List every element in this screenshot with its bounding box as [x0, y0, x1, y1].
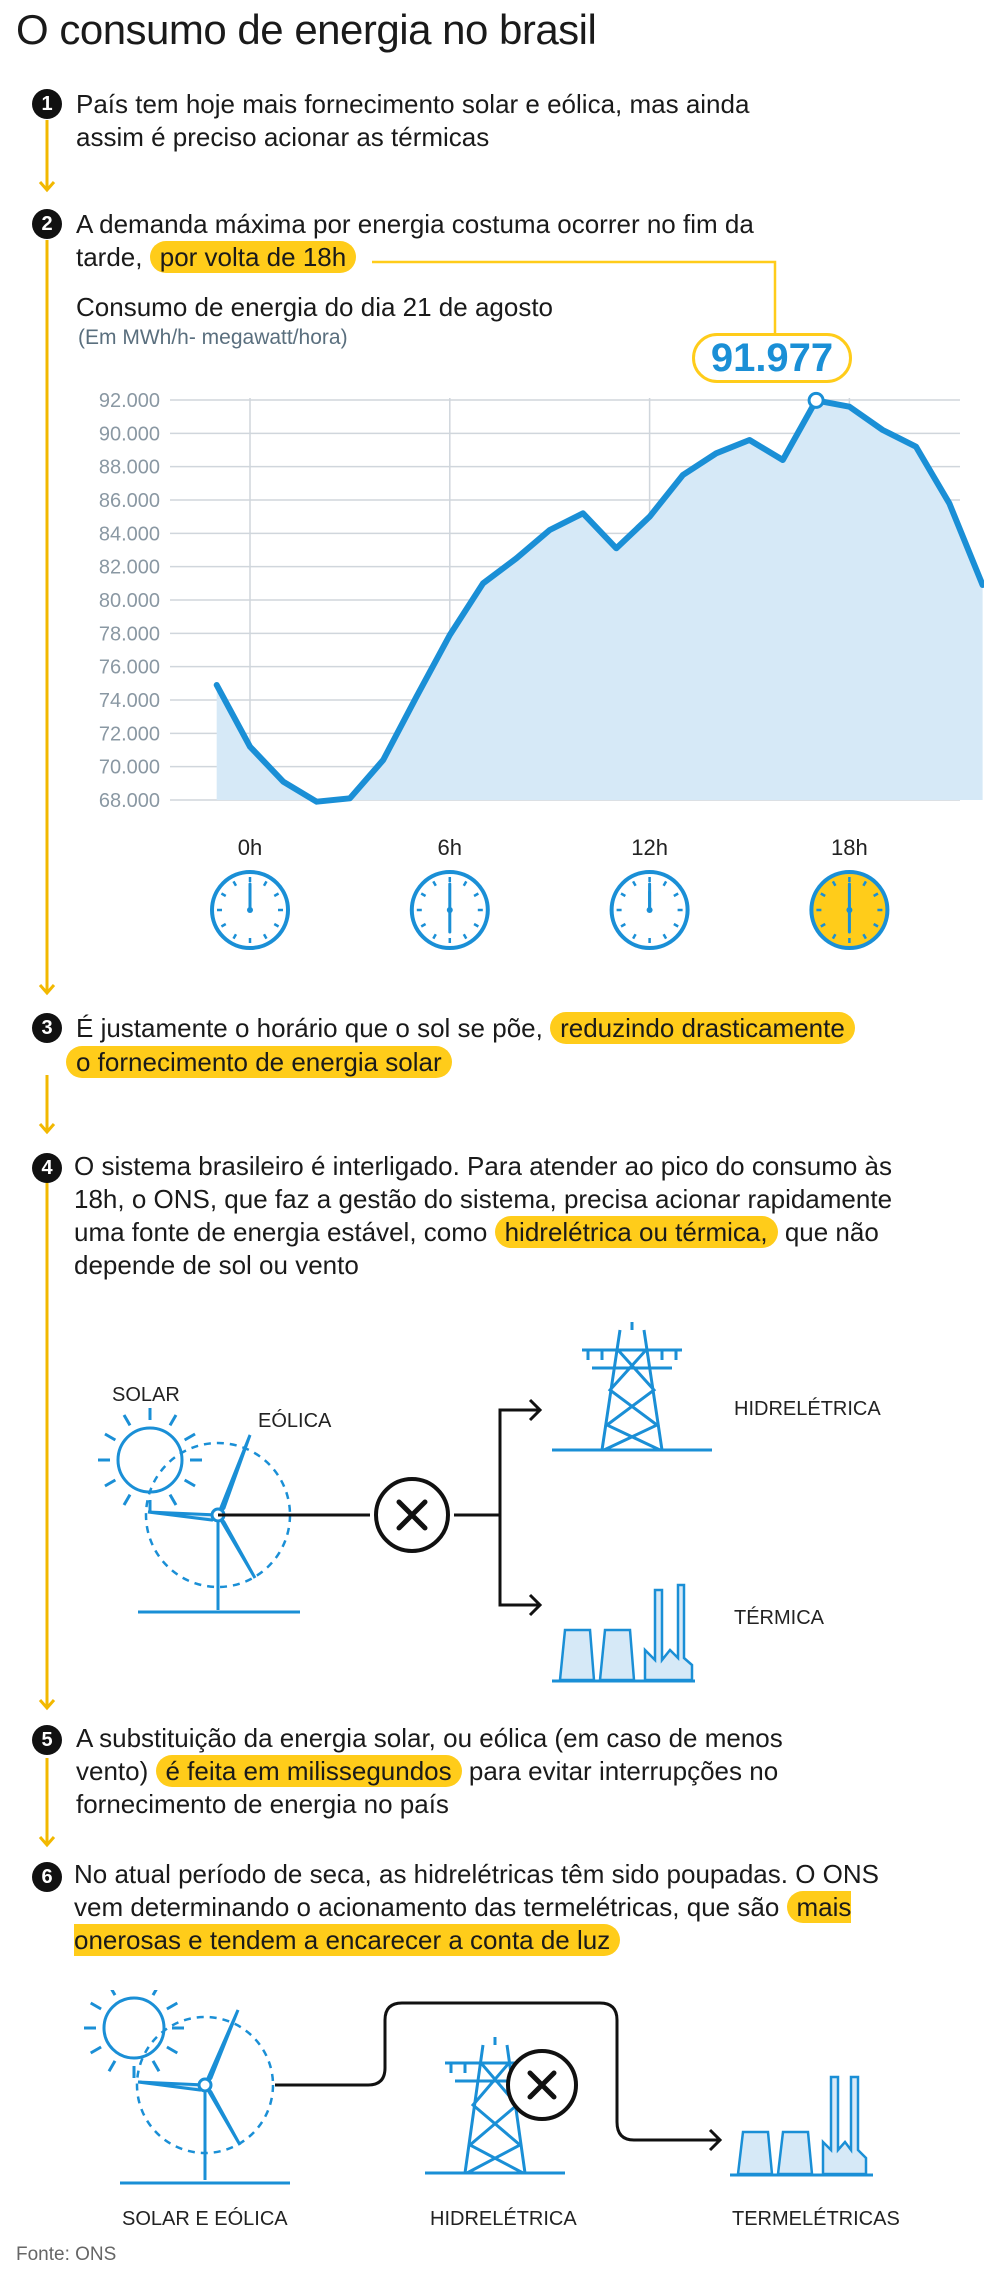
- step-4-text-a: O sistema brasileiro é interligado. Para atender ao pico do consumo às 18h, o ONS, que faz a gestão do sistema, precisa acionar rapidamente uma fonte de energia estável, como: [74, 1151, 893, 1247]
- x-tick-label: 12h: [631, 835, 668, 860]
- step-6-highlight: mais onerosas e tendem a encarecer a conta de luz: [74, 1892, 852, 1955]
- step-1-text: País tem hoje mais fornecimento solar e eólica, mas ainda assim é preciso acionar as térmicas: [76, 89, 750, 152]
- step-6-text-a: No atual período de seca, as hidrelétricas têm sido poupadas. O ONS vem determinando o acionamento das termelétricas, que são: [74, 1859, 879, 1922]
- x-tick-label: 6h: [437, 835, 463, 860]
- step-3-text: [76, 1012, 946, 1045]
- sun-icon: [98, 1408, 202, 1512]
- page-title: O consumo de energia no brasil: [16, 6, 597, 53]
- step-5-text-a: A substituição da energia solar, ou eólica (em caso de menos vento): [76, 1723, 783, 1786]
- y-tick-label: 92.000: [98, 390, 160, 412]
- hidreletrica-label-2: HIDRELÉTRICA: [430, 2208, 577, 2230]
- y-tick-label: 72.000: [98, 723, 160, 746]
- blocked-icon: [376, 1479, 448, 1551]
- dispatch-diagram: [0, 1990, 984, 2240]
- step-5-text-b: para evitar interrupções no fornecimento de energia no país: [76, 1756, 779, 1819]
- step-6-badge: 6: [32, 1862, 62, 1892]
- y-tick-label: 80.000: [98, 590, 160, 612]
- source-note: Fonte: ONS: [16, 2244, 117, 2265]
- termica-label: TÉRMICA: [734, 1607, 824, 1629]
- step-3-text-a: É justamente o horário que o sol se põe,: [76, 1013, 543, 1043]
- chart-title: Consumo de energia do dia 21 de agosto: [76, 292, 554, 322]
- step-2-badge: 2: [32, 209, 62, 239]
- step-3-highlight-a: reduzindo drasticamente: [550, 1012, 855, 1044]
- clock-icon: [212, 872, 288, 948]
- peak-leader-line: [372, 262, 775, 335]
- step-1-badge: 1: [32, 89, 62, 119]
- clock-icons: [212, 872, 887, 948]
- thermal-plant-icon: [552, 1585, 695, 1681]
- y-axis-labels: [99, 390, 160, 812]
- y-tick-label: 86.000: [98, 490, 160, 512]
- solar-eolica-label: SOLAR E EÓLICA: [122, 2208, 288, 2230]
- y-tick-label: 76.000: [98, 656, 160, 679]
- clock-icon: [811, 872, 887, 948]
- step-4-text-b: que não depende de sol ou vento: [74, 1217, 879, 1280]
- step-2-text-a: A demanda máxima por energia costuma ocorrer no fim da tarde,: [76, 209, 754, 272]
- y-tick-label: 74.000: [98, 690, 160, 712]
- x-axis-labels: [238, 835, 868, 860]
- peak-point: [809, 393, 823, 407]
- step-5-text: [76, 1722, 856, 1821]
- step-2-highlight: por volta de 18h: [150, 241, 356, 273]
- y-tick-label: 82.000: [98, 556, 160, 579]
- transmission-tower-icon: [552, 1322, 712, 1450]
- blocked-icon: [508, 2051, 576, 2119]
- energy-switch-diagram: [0, 1300, 984, 1700]
- solar-label: SOLAR: [112, 1384, 180, 1406]
- step-3-text-line2: [66, 1046, 452, 1079]
- sun-icon: [84, 1990, 184, 2078]
- eolica-label: EÓLICA: [258, 1410, 332, 1432]
- y-tick-label: 78.000: [98, 623, 160, 646]
- chart-subtitle: (Em MWh/h- megawatt/hora): [78, 326, 348, 349]
- termeletricas-label: TERMELÉTRICAS: [732, 2208, 900, 2230]
- clock-icon: [412, 872, 488, 948]
- peak-value-label: 91.977: [692, 333, 852, 383]
- consumption-area: [217, 400, 983, 801]
- clock-icon: [612, 872, 688, 948]
- wind-turbine-icon: [138, 2010, 240, 2180]
- dispatch-connector: [275, 2003, 720, 2140]
- step-5-highlight: é feita em milissegundos: [156, 1755, 462, 1787]
- step-4-text: [74, 1150, 904, 1282]
- y-tick-label: 84.000: [98, 523, 160, 546]
- thermal-plant-icon: [730, 2077, 873, 2175]
- step-5-badge: 5: [32, 1725, 62, 1755]
- y-tick-label: 70.000: [98, 756, 160, 779]
- step-3-badge: 3: [32, 1013, 62, 1043]
- y-tick-label: 68.000: [98, 790, 160, 812]
- y-tick-label: 90.000: [98, 423, 160, 446]
- x-tick-label: 18h: [831, 835, 868, 860]
- step-6-text: [74, 1858, 904, 1957]
- step-4-badge: 4: [32, 1153, 62, 1183]
- step-4-highlight: hidrelétrica ou térmica,: [495, 1216, 778, 1248]
- y-tick-label: 88.000: [98, 456, 160, 479]
- x-tick-label: 0h: [237, 835, 263, 860]
- hidreletrica-label: HIDRELÉTRICA: [734, 1398, 881, 1420]
- step-3-highlight-b: o fornecimento de energia solar: [66, 1046, 452, 1078]
